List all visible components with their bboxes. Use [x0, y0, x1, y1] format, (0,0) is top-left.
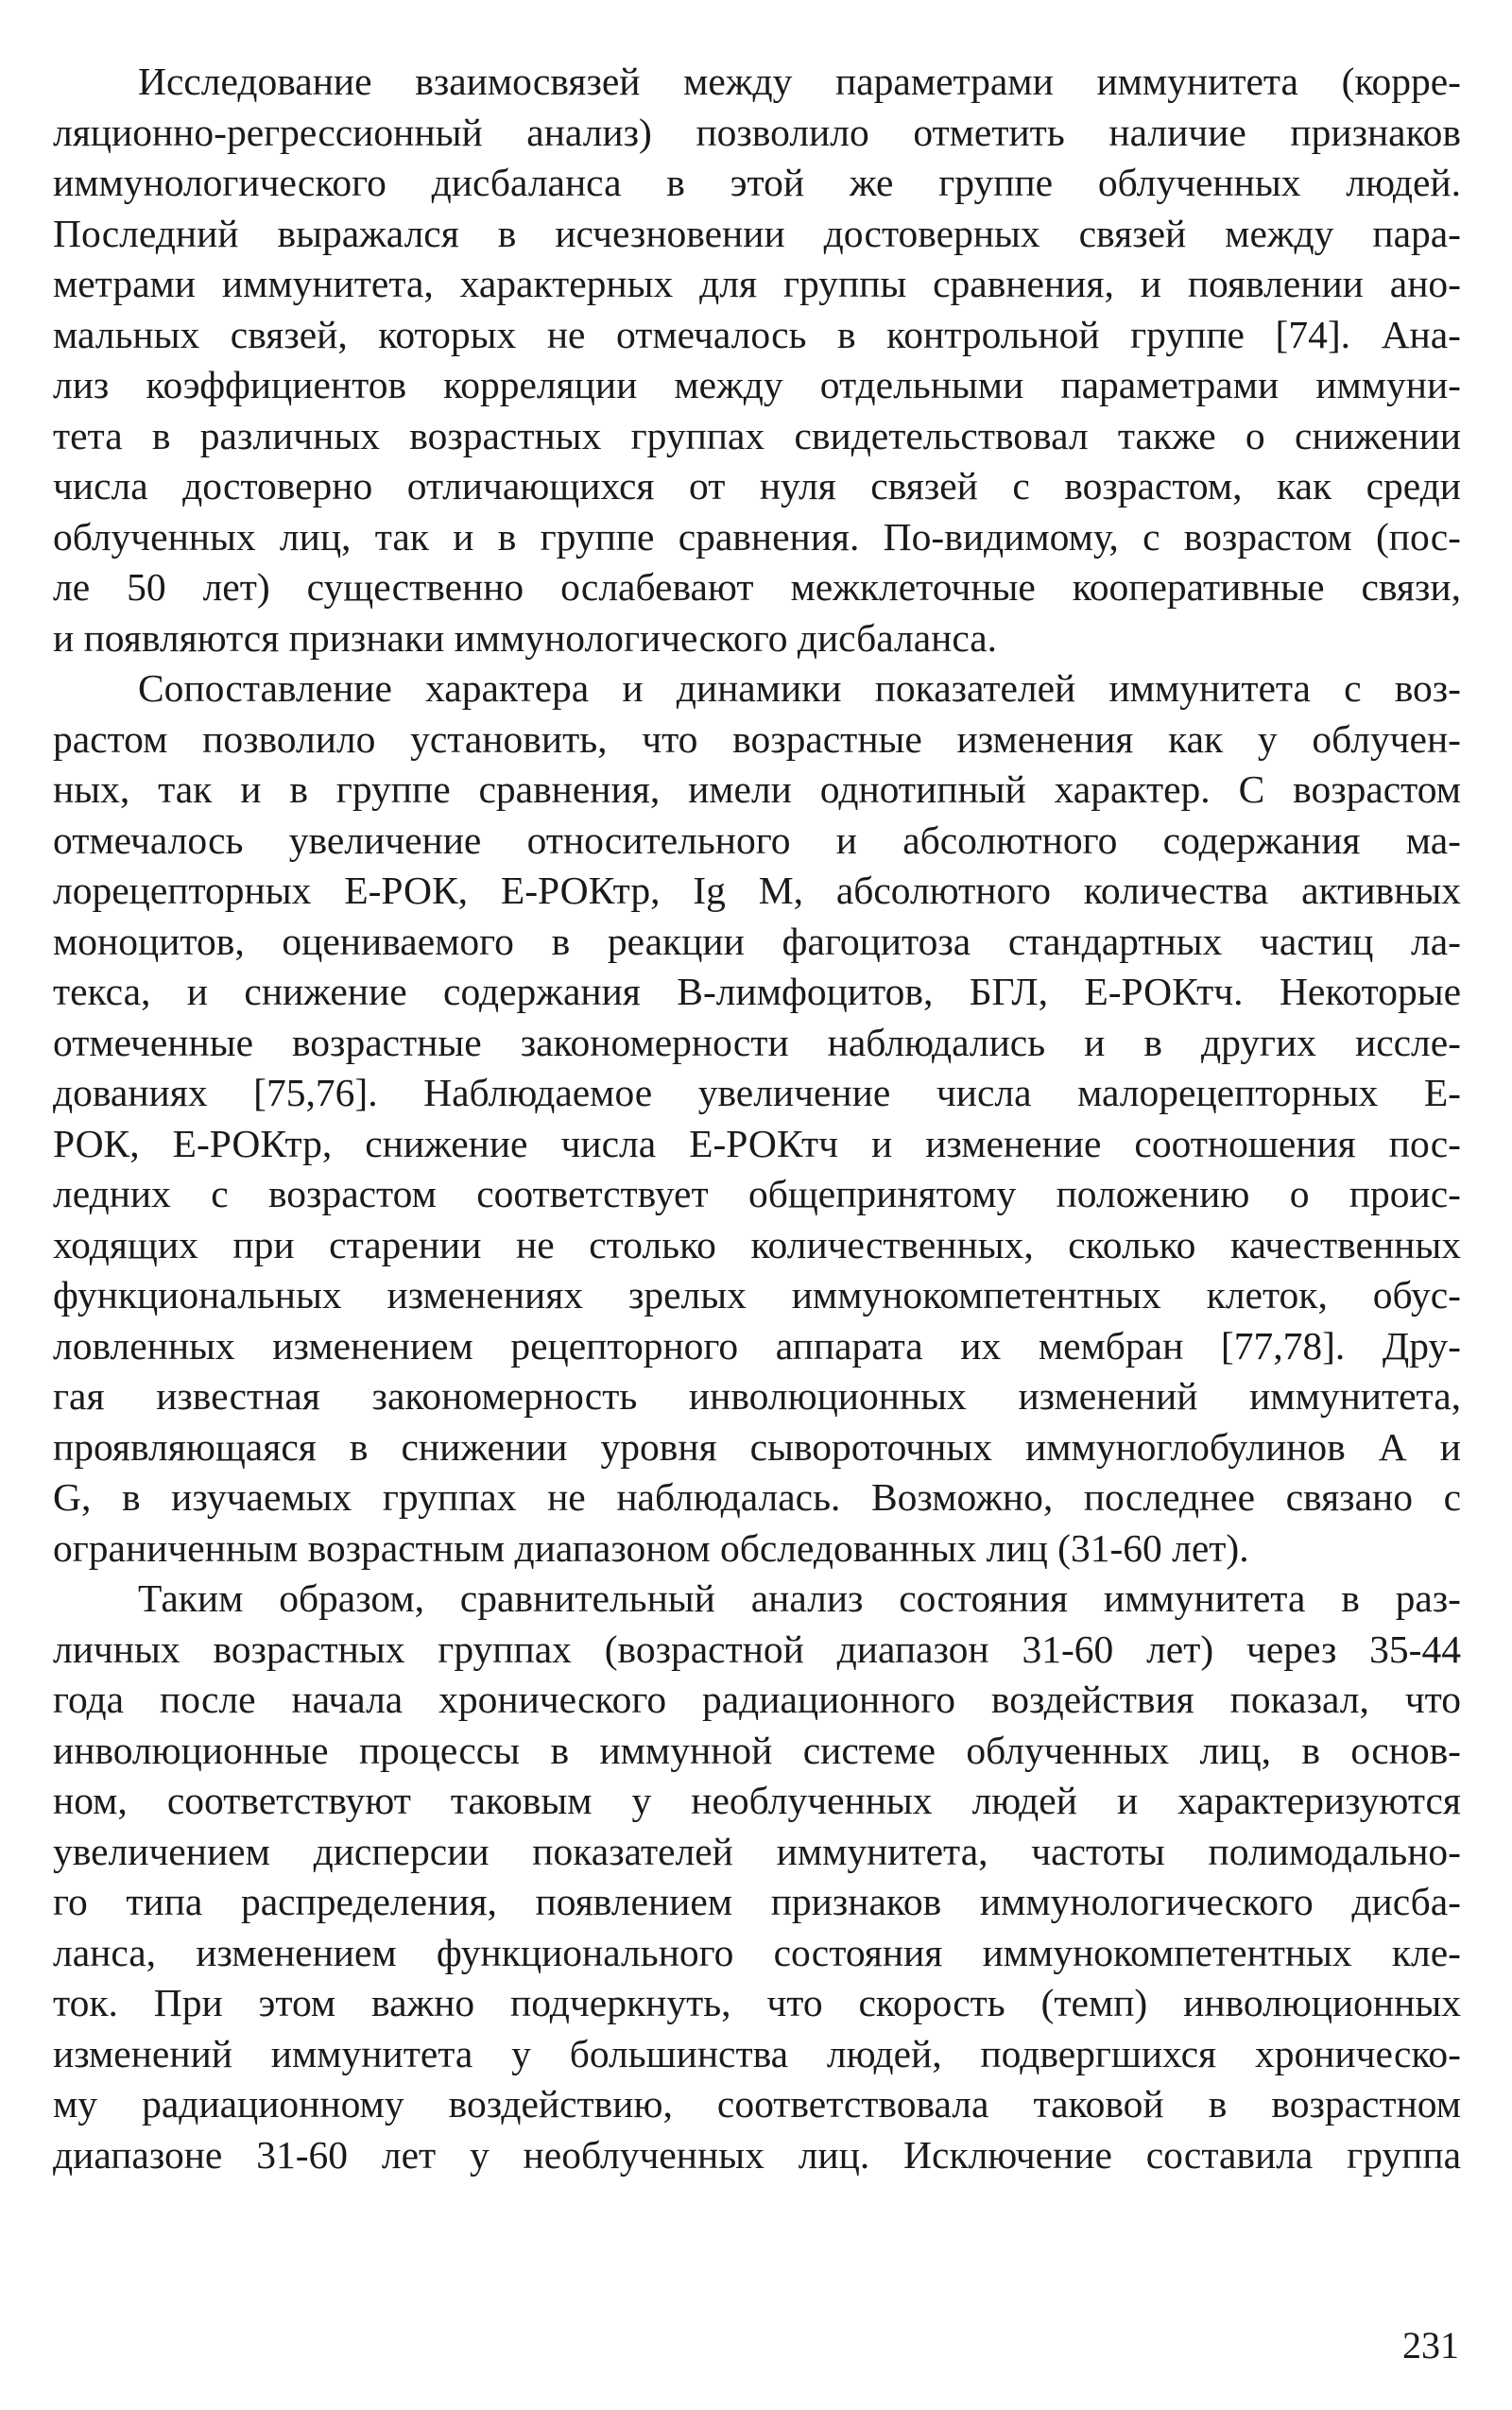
text-line: и появляются признаки иммунологического дисбаланса. [53, 615, 998, 660]
text-line: ле 50 лет) существенно ослабевают межклеточные кооперативные связи, [53, 565, 1461, 609]
text-line: ланса, изменением функционального состояния иммунокомпетентных кле- [53, 1930, 1461, 1974]
text-line: ходящих при старении не столько количественных, сколько качественных [53, 1222, 1461, 1266]
text-line: растом позволило установить, что возрастные изменения как у облучен- [53, 716, 1461, 761]
text-line: ток. При этом важно подчеркнуть, что скорость (темп) инволюционных [53, 1981, 1461, 2024]
text-line: ном, соответствуют таковым у необлученных людей и характеризуются [53, 1779, 1461, 1822]
text-line: проявляющаяся в снижении уровня сывороточных иммуноглобулинов А и [53, 1424, 1461, 1469]
text-line: личных возрастных группах (возрастной диапазон 31-60 лет) через 35-44 [53, 1627, 1461, 1671]
text-line: облученных лиц, так и в группе сравнения. По-видимому, с возрастом (пос- [53, 514, 1461, 559]
text-line: го типа распределения, появлением признаков иммунологического дисба- [53, 1880, 1461, 1923]
text-line: ледних с возрастом соответствует общепринятому положению о проис- [53, 1172, 1461, 1215]
text-line: Исследование взаимосвязей между параметрами иммунитета (корре- [138, 60, 1461, 103]
paragraph-1 [53, 57, 1461, 663]
text-line: года после начала хронического радиационного воздействия показал, что [53, 1678, 1461, 1721]
text-line: диапазоне 31-60 лет у необлученных лиц. Исключение составила группа [53, 2132, 1461, 2177]
text-line: увеличением дисперсии показателей иммунитета, частоты полимодально- [53, 1829, 1461, 1873]
text-line: ловленных изменением рецепторного аппарата их мембран [77,78]. Дру- [53, 1323, 1461, 1368]
page-number: 231 [1402, 2324, 1459, 2367]
text-line: Таким образом, сравнительный анализ состояния иммунитета в раз- [138, 1576, 1461, 1620]
text-line: мальных связей, которых не отмечалось в контрольной группе [74]. Ана- [53, 312, 1461, 356]
text-line: отмечалось увеличение относительного и абсолютного содержания ма- [53, 818, 1461, 862]
text-line: числа достоверно отличающихся от нуля связей с возрастом, как среди [53, 464, 1461, 508]
text-line: ограниченным возрастным диапазоном обследованных лиц (31-60 лет). [53, 1525, 1249, 1570]
text-line: РОК, Е-РОКтр, снижение числа Е-РОКтч и изменение соотношения пос- [53, 1121, 1461, 1165]
text-line: лорецепторных Е-РОК, Е-РОКтр, Ig M, абсолютного количества активных [53, 869, 1461, 912]
text-line: текса, и снижение содержания В-лимфоцитов, БГЛ, Е-РОКтч. Некоторые [53, 970, 1461, 1013]
text-line: изменений иммунитета у большинства людей, подвергшихся хроническо- [53, 2031, 1461, 2075]
body-text [53, 57, 1461, 2180]
text-line: му радиационному воздействию, соответствовала таковой в возрастном [53, 2082, 1461, 2126]
text-line: метрами иммунитета, характерных для группы сравнения, и появлении ано- [53, 262, 1461, 305]
text-line: функциональных изменениях зрелых иммунокомпетентных клеток, обус- [53, 1273, 1461, 1317]
text-line: Последний выражался в исчезновении достоверных связей между пара- [53, 211, 1461, 255]
text-line: Сопоставление характера и динамики показателей иммунитета с воз- [138, 666, 1461, 710]
text-line: инволюционные процессы в иммунной системе облученных лиц, в основ- [53, 1728, 1461, 1772]
paragraph-3 [53, 1574, 1461, 2180]
text-line: гая известная закономерность инволюционных изменений иммунитета, [53, 1374, 1461, 1418]
text-line: G, в изучаемых группах не наблюдалась. Возможно, последнее связано с [53, 1475, 1461, 1519]
text-line: ляционно-регрессионный анализ) позволило отметить наличие признаков [53, 110, 1461, 154]
text-line: ных, так и в группе сравнения, имели однотипный характер. С возрастом [53, 767, 1461, 811]
paragraph-2 [53, 663, 1461, 1574]
text-line: моноцитов, оцениваемого в реакции фагоцитоза стандартных частиц ла- [53, 919, 1461, 963]
text-line: лиз коэффициентов корреляции между отдельными параметрами иммуни- [53, 363, 1461, 406]
text-line: дованиях [75,76]. Наблюдаемое увеличение числа малорецепторных Е- [53, 1071, 1461, 1114]
text-line: тета в различных возрастных группах свидетельствовал также о снижении [53, 413, 1461, 457]
text-line: отмеченные возрастные закономерности наблюдались и в других иссле- [53, 1020, 1461, 1064]
text-line: иммунологического дисбаланса в этой же группе облученных людей. [53, 161, 1461, 204]
